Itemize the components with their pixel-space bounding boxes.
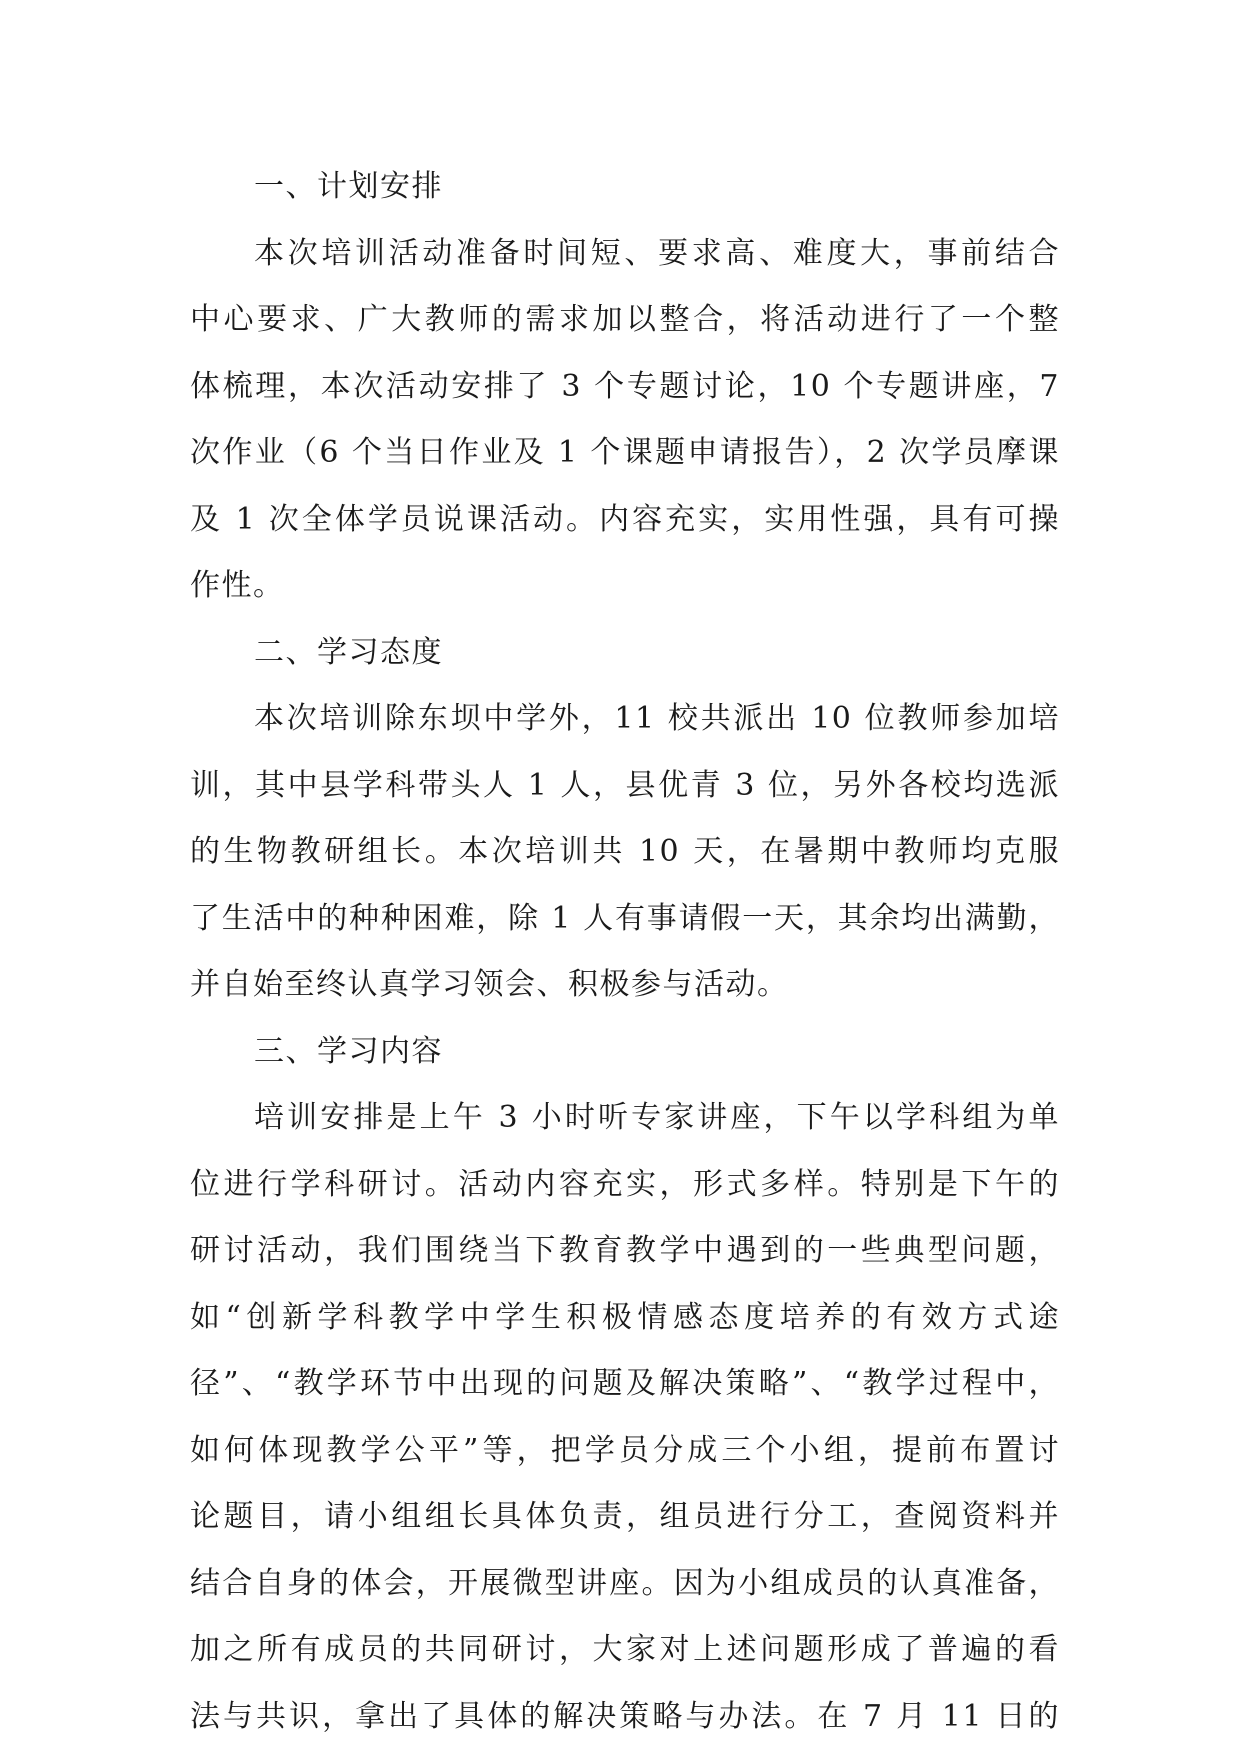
document-body <box>190 154 1060 1750</box>
paragraph-line: 本次培训活动准备时间短、要求高、难度大，事前结合 <box>254 235 1060 271</box>
paragraph-line: 法与共识，拿出了具体的解决策略与办法。在 7 月 11 日的 <box>190 1698 1060 1734</box>
section-heading-content: 三、学习内容 <box>254 1033 443 1069</box>
paragraph-line: 并自始至终认真学习领会、积极参与活动。 <box>190 967 789 1002</box>
paragraph-line: 位进行学科研讨。活动内容充实，形式多样。特别是下午的 <box>190 1166 1060 1202</box>
paragraph-line: 及 1 次全体学员说课活动。内容充实，实用性强，具有可操 <box>190 501 1060 537</box>
paragraph-line: 研讨活动，我们围绕当下教育教学中遇到的一些典型问题， <box>190 1233 1060 1268</box>
paragraph-line: 径”、“教学环节中出现的问题及解决策略”、“教学过程中， <box>190 1366 1060 1401</box>
paragraph-line: 作性。 <box>190 568 285 603</box>
paragraph-line: 加之所有成员的共同研讨，大家对上述问题形成了普遍的看 <box>190 1632 1060 1667</box>
paragraph-line: 训，其中县学科带头人 1 人，县优青 3 位，另外各校均选派 <box>190 767 1060 803</box>
paragraph-line: 本次培训除东坝中学外，11 校共派出 10 位教师参加培 <box>254 701 1060 736</box>
section-heading-plan: 一、计划安排 <box>254 169 443 204</box>
paragraph-line: 了生活中的种种困难，除 1 人有事请假一天，其余均出满勤， <box>190 900 1060 936</box>
paragraph-line: 培训安排是上午 3 小时听专家讲座，下午以学科组为单 <box>254 1100 1060 1135</box>
paragraph-line: 次作业（6 个当日作业及 1 个课题申请报告），2 次学员摩课 <box>190 435 1060 470</box>
section-heading-attitude: 二、学习态度 <box>254 634 443 670</box>
paragraph-line: 如何体现教学公平”等，把学员分成三个小组，提前布置讨 <box>190 1432 1060 1468</box>
paragraph-line: 论题目，请小组组长具体负责，组员进行分工，查阅资料并 <box>190 1499 1060 1534</box>
paragraph-line: 结合自身的体会，开展微型讲座。因为小组成员的认真准备， <box>190 1565 1060 1601</box>
paragraph-line: 体梳理，本次活动安排了 3 个专题讨论，10 个专题讲座，7 <box>190 368 1060 404</box>
paragraph-line: 中心要求、广大教师的需求加以整合，将活动进行了一个整 <box>190 302 1060 337</box>
paragraph-line: 如“创新学科教学中学生积极情感态度培养的有效方式途 <box>190 1299 1060 1335</box>
paragraph-line: 的生物教研组长。本次培训共 10 天，在暑期中教师均克服 <box>190 834 1060 869</box>
